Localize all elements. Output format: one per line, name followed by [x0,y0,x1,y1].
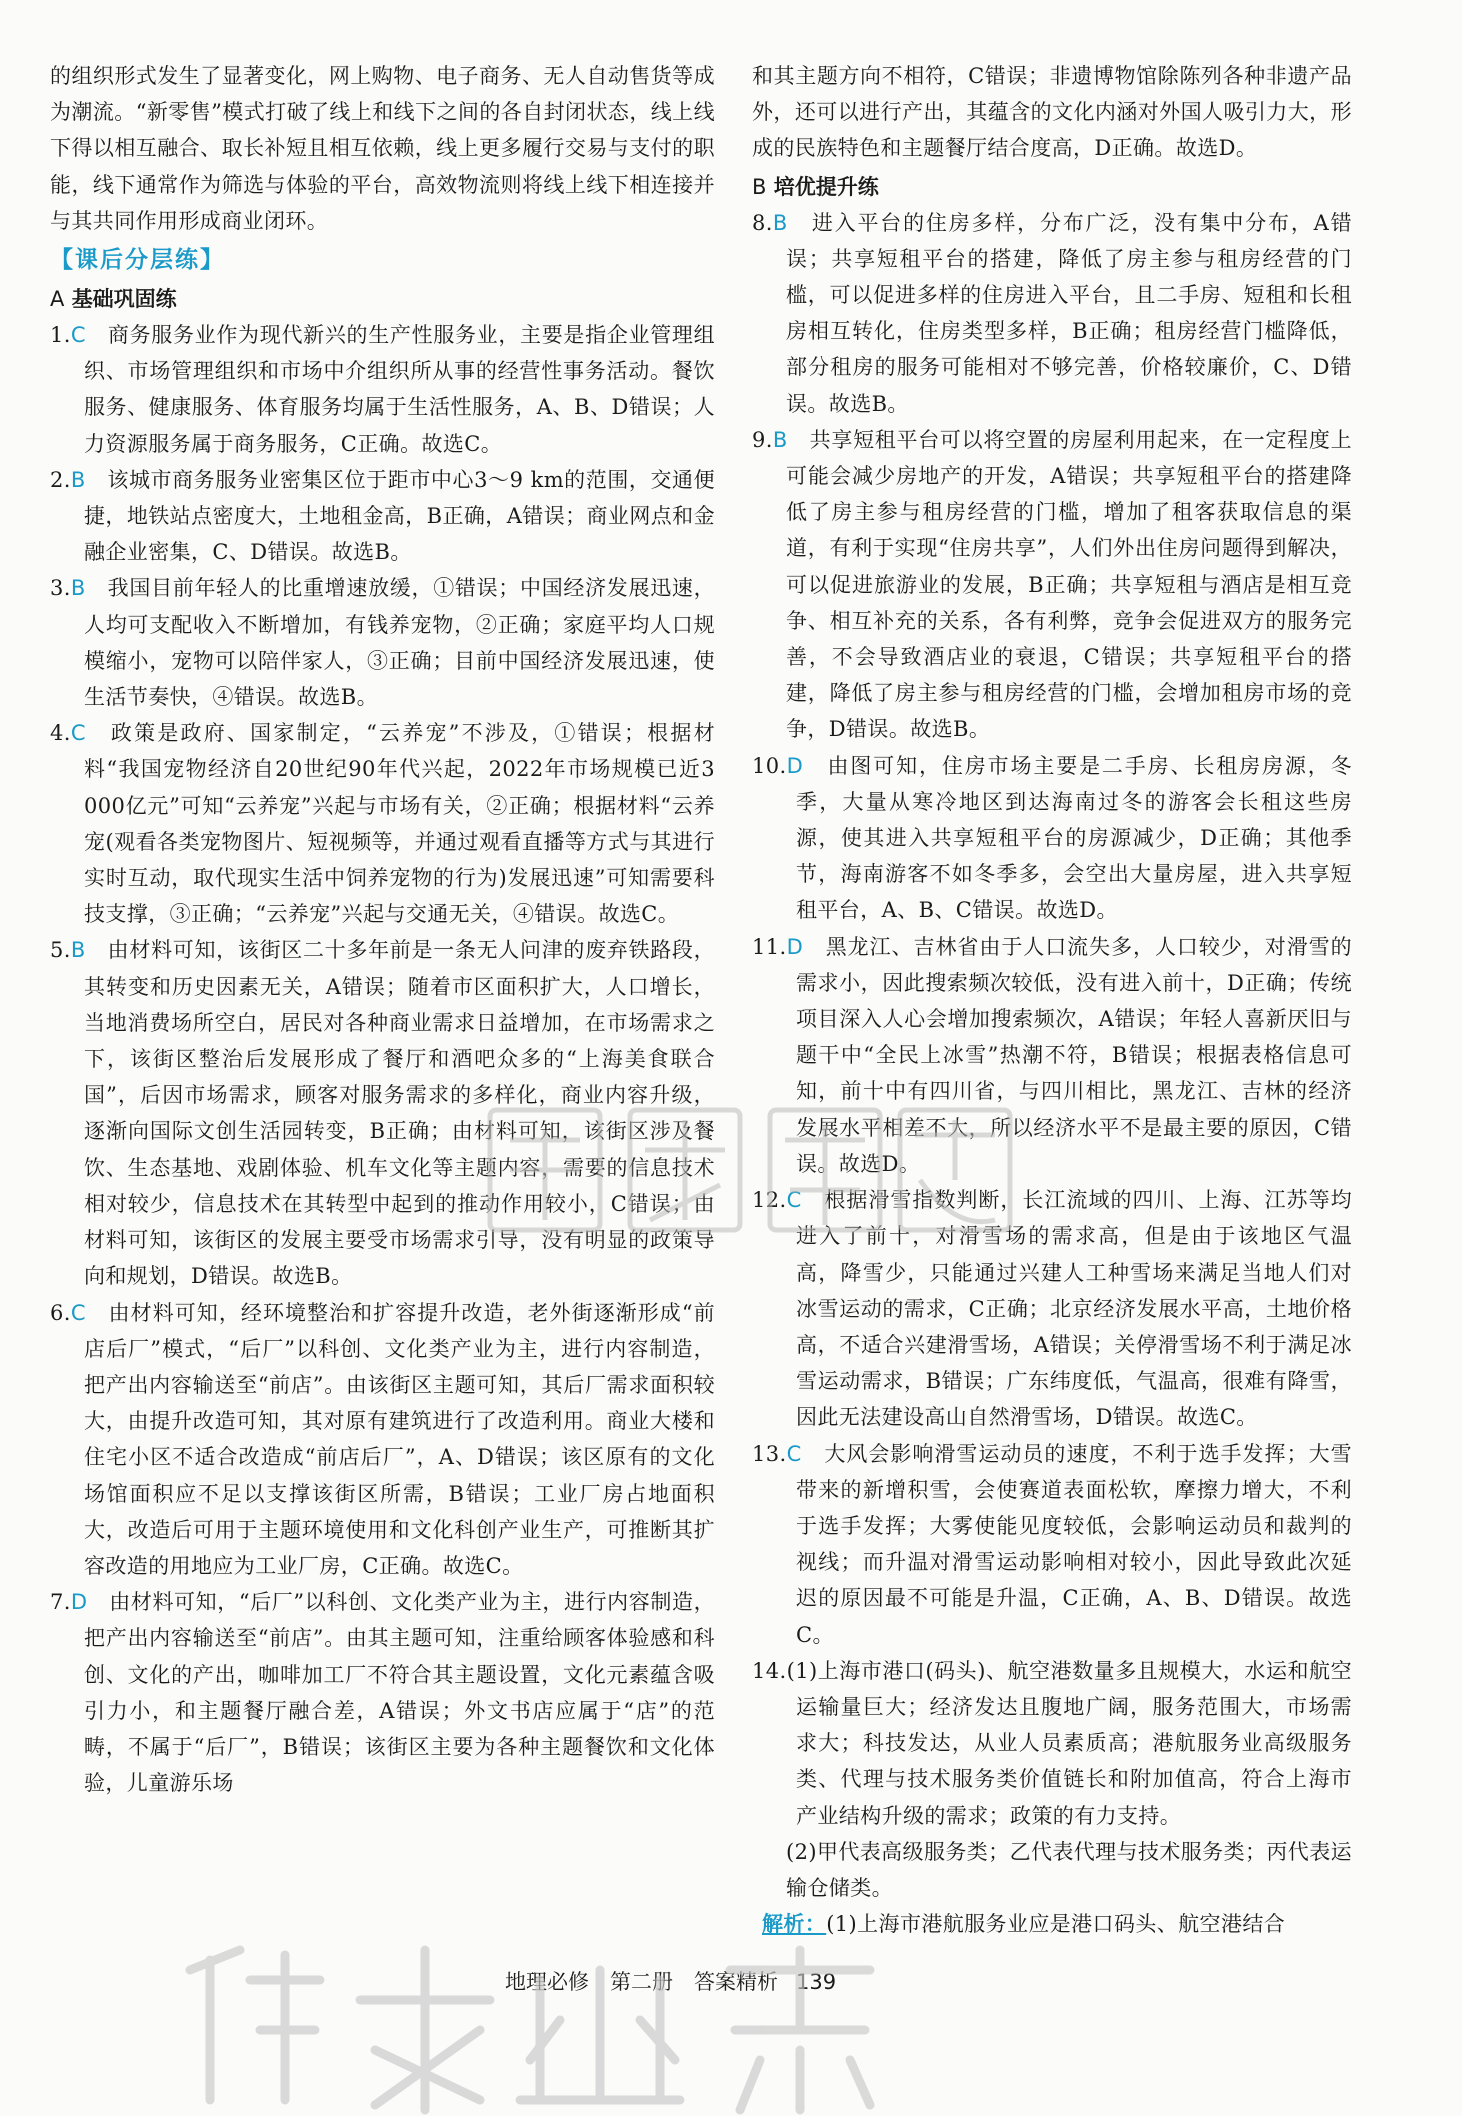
answer-letter: D [786,934,804,959]
item-number: 8. [752,210,773,235]
left-intro-text: 的组织形式发生了显著变化，网上购物、电子商务、无人自动售货等成为潮流。“新零售”模式打破了线上和线下之间的各自封闭状态，线上线下得以相互融合、取长补短且相互依赖，线上更多履行交易与支付的职能，线下通常作为筛选与体验的平台，高效物流则将线上线下相连接并与其共同作用形成商业闭环。 [50,64,715,233]
explanation-text: 该城市商务服务业密集区位于距市中心3～9 km的范围，交通便捷，地铁站点密度大，土地租金高，B正确，A错误；商业网点和金融企业密集，C、D错误。故选B。 [84,467,715,565]
item-number: 10. [752,753,787,778]
item-number: 13. [752,1441,787,1466]
analysis-label: 解析： [762,1911,827,1937]
answer-item [50,1584,715,1801]
answer-item [50,570,715,715]
explanation-text: 进入平台的住房多样，分布广泛，没有集中分布，A错误；共享短租平台的搭建，降低了房主参与租房经营的门槛，可以促进多样的住房进入平台，且二手房、短租和长租房相互转化，住房类型多样，B正确；租房经营门槛降低，部分租房的服务可能相对不够完善，价格较廉价，C、D错误。故选B。 [786,210,1352,416]
answer-letter: C [70,323,86,348]
explanation-text: 由材料可知，该街区二十多年前是一条无人问津的废弃铁路段，其转变和历史因素无关，A错误；随着市区面积扩大，人口增长，当地消费场所空白，居民对各种商业需求日益增加，在市场需求之下，该街区整治后发展形成了餐厅和酒吧众多的“上海美食联合国”，后因市场需求，顾客对服务需求的多样化，商业内容升级，逐渐向国际文创生活园转变，B正确；由材料可知，该街区涉及餐饮、生态基地、戏剧体验、机车文化等主题内容，需要的信息技术相对较少，信息技术在其转型中起到的推动作用较小，C错误；由材料可知，该街区的发展主要受市场需求引导，没有明显的政策导向和规划，D错误。故选B。 [84,938,716,1289]
explanation-text: 由材料可知，“后厂”以科创、文化类产业为主，进行内容制造，把产出内容输送至“前店”。由其主题可知，注重给顾客体验感和科创、文化的产出，咖啡加工厂不符合其主题设置，文化元素蕴含吸引力小，和主题餐厅融合差，A错误；外文书店应属于“店”的范畴，不属于“后厂”，B错误；该街区主要为各种主题餐饮和文化体验，儿童游乐场 [84,1590,715,1796]
answer-item [50,932,715,1294]
left-column [50,58,715,1801]
footer-section: 答案精析 [694,1970,778,1994]
footer-subject: 地理 [505,1970,547,1994]
explanation-text: 由图可知，住房市场主要是二手房、长租房房源，冬季，大量从寒冷地区到达海南过冬的游客会长租这些房源，使其进入共享短租平台的房源减少，D正确；其他季节，海南游客不如冬季多，会空出大量房屋，进入共享短租平台，A、B、C错误。故选D。 [796,753,1352,923]
answer-letter: C [786,1188,802,1213]
answer-item [752,205,1352,422]
item-number: 4. [50,721,71,746]
answer-letter: B [772,427,788,452]
section-a-level: A [50,287,65,312]
explanation-text: 共享短租平台可以将空置的房屋利用起来，在一定程度上可能会减少房地产的开发，A错误；共享短租平台的搭建降低了房主参与租房经营的门槛，增加了租客获取信息的渠道，有利于实现“住房共享”，人们外出住房问题得到解决，可以促进旅游业的发展，B正确；共享短租与酒店是相互竞争、相互补充的关系，各有利弊，竞争会促进双方的服务完善，不会导致酒店业的衰退，C错误；共享短租平台的搭建，降低了房主参与租房经营的门槛，会增加租房市场的竞争，D错误。故选B。 [786,427,1352,742]
answer-item [752,929,1352,1182]
section-a-items [50,317,715,1801]
answer-letter: D [786,753,804,778]
section-a-heading [50,281,715,317]
answer-letter: C [786,1441,802,1466]
item-number: 12. [752,1188,787,1213]
explanation-text: 黑龙江、吉林省由于人口流失多，人口较少，对滑雪的需求小，因此搜索频次较低，没有进入前十，D正确；传统项目深入人心会增加搜索频次，A错误；年轻人喜新厌旧与题干中“全民上冰雪”热潮不符，B错误；根据表格信息可知，前十中有四川省，与四川相比，黑龙江、吉林的经济发展水平相差不大，所以经济水平不是最主要的原因，C错误。故选D。 [796,934,1352,1176]
answer-item [752,422,1352,748]
answer-item [50,462,715,571]
item-number: 6. [50,1300,71,1325]
explanation-text: 由材料可知，经环境整治和扩容提升改造，老外街逐渐形成“前店后厂”模式，“后厂”以科创、文化类产业为主，进行内容制造，把产出内容输送至“前店”。由该街区主题可知，其后厂需求面积较大，由提升改造可知，其对原有建筑进行了改造利用。商业大楼和住宅小区不适合改造成“前店后厂”，A、D错误；该区原有的文化场馆面积应不足以支撑该街区所需，B错误；工业厂房占地面积大，改造后可用于主题环境使用和文化科创产业生产，可推断其扩容改造的用地应为工业厂房，C正确。故选C。 [84,1300,716,1578]
explanation-text: 我国目前年轻人的比重增速放缓，①错误；中国经济发展迅速，人均可支配收入不断增加，有钱养宠物，②正确；家庭平均人口规模缩小，宠物可以陪伴家人，③正确；目前中国经济发展迅速，使生活节奏快，④错误。故选B。 [84,576,716,710]
explanation-text: 大风会影响滑雪运动员的速度，不利于选手发挥；大雪带来的新增积雪，会使赛道表面松软，摩擦力增大，不利于选手发挥；大雾使能见度较低，会影响运动员和裁判的视线；而升温对滑雪运动影响相对较小，因此导致此次延迟的原因最不可能是升温，C正确，A、B、D错误。故选C。 [796,1441,1352,1647]
page-footer [505,1968,965,1996]
analysis-text: (1)上海市港航服务业应是港口码头、航空港结合 [826,1912,1286,1937]
item-number: 2. [50,467,71,492]
answer-letter: B [772,210,788,235]
explanation-text: 根据滑雪指数判断，长江流域的四川、上海、江苏等均进入了前十，对滑雪场的需求高，但是由于该地区气温高，降雪少，只能通过兴建人工种雪场来满足当地人们对冰雪运动的需求，C正确；北京经济发展水平高，土地价格高，不适合兴建滑雪场，A错误；关停滑雪场不利于满足冰雪运动需求，B错误；广东纬度低，气温高，很难有降雪，因此无法建设高山自然滑雪场，D错误。故选C。 [796,1188,1352,1430]
explanation-text: 政策是政府、国家制定，“云养宠”不涉及，①错误；根据材料“我国宠物经济自20世纪90年代兴起，2022年市场规模已近3 000亿元”可知“云养宠”兴起与市场有关，②正确；根据材料“云养宠(观看各类宠物图片、短视频等，并通过观看直播等方式与其进行实时互动，取代现实生活中饲养宠物的行为)发展迅速”可知需要科技支撑，③正确；“云养宠”兴起与交通无关，④错误。故选C。 [84,721,715,927]
section-b-level: B [752,174,767,199]
item-number: 3. [50,576,71,601]
answer-item-14 [752,1653,1352,1834]
answer-item [752,1182,1352,1435]
section-b-items [752,205,1352,1653]
answer-letter: B [70,938,86,963]
item14-part1: (1)上海市港口(码头)、航空港数量多且规模大，水运和航空运输量巨大；经济发达且腹地广阔，服务范围大，市场需求大；科技发达，从业人员素质高；港航服务业高级服务类、代理与技术服务类价值链长和附加值高，符合上海市产业结构升级的需求；政策的有力支持。 [786,1658,1352,1828]
answer-letter: B [70,576,86,601]
page-number: 139 [796,1970,837,1994]
answer-letter: C [70,1300,86,1325]
item14-analysis [752,1906,1352,1942]
answer-item [50,1295,715,1585]
answer-item [752,748,1352,929]
section-a-title: 基础巩固练 [71,287,177,312]
right-column [752,58,1352,1942]
answer-letter: C [70,721,86,746]
explanation-text: 商务服务业作为现代新兴的生产性服务业，主要是指企业管理组织、市场管理组织和市场中介组织所从事的经营性事务活动。餐饮服务、健康服务、体育服务均属于生活性服务，A、B、D错误；人力资源服务属于商务服务，C正确。故选C。 [84,323,715,456]
answer-item [50,317,715,462]
answer-item [752,1436,1352,1653]
section-banner: 【课后分层练】 [50,247,225,274]
item14-part2: (2)甲代表高级服务类；乙代表代理与技术服务类；丙代表运输仓储类。 [786,1839,1352,1900]
item-number: 9. [752,427,773,452]
answer-letter: D [70,1590,88,1615]
answer-letter: B [70,467,86,492]
item-number: 14. [752,1658,787,1683]
section-b-title: 培优提升练 [773,174,879,199]
item-number: 11. [752,934,787,959]
footer-book: 必修 第二册 [547,1970,673,1994]
item-number: 1. [50,323,71,348]
item-number: 5. [50,938,71,963]
right-intro-text: 和其主题方向不相符，C错误；非遗博物馆除陈列各种非遗产品外，还可以进行产出，其蕴含的文化内涵对外国人吸引力大，形成的民族特色和主题餐厅结合度高，D正确。故选D。 [752,64,1352,161]
item-number: 7. [50,1590,71,1615]
answer-item [50,715,715,932]
section-b-heading [752,169,1352,205]
